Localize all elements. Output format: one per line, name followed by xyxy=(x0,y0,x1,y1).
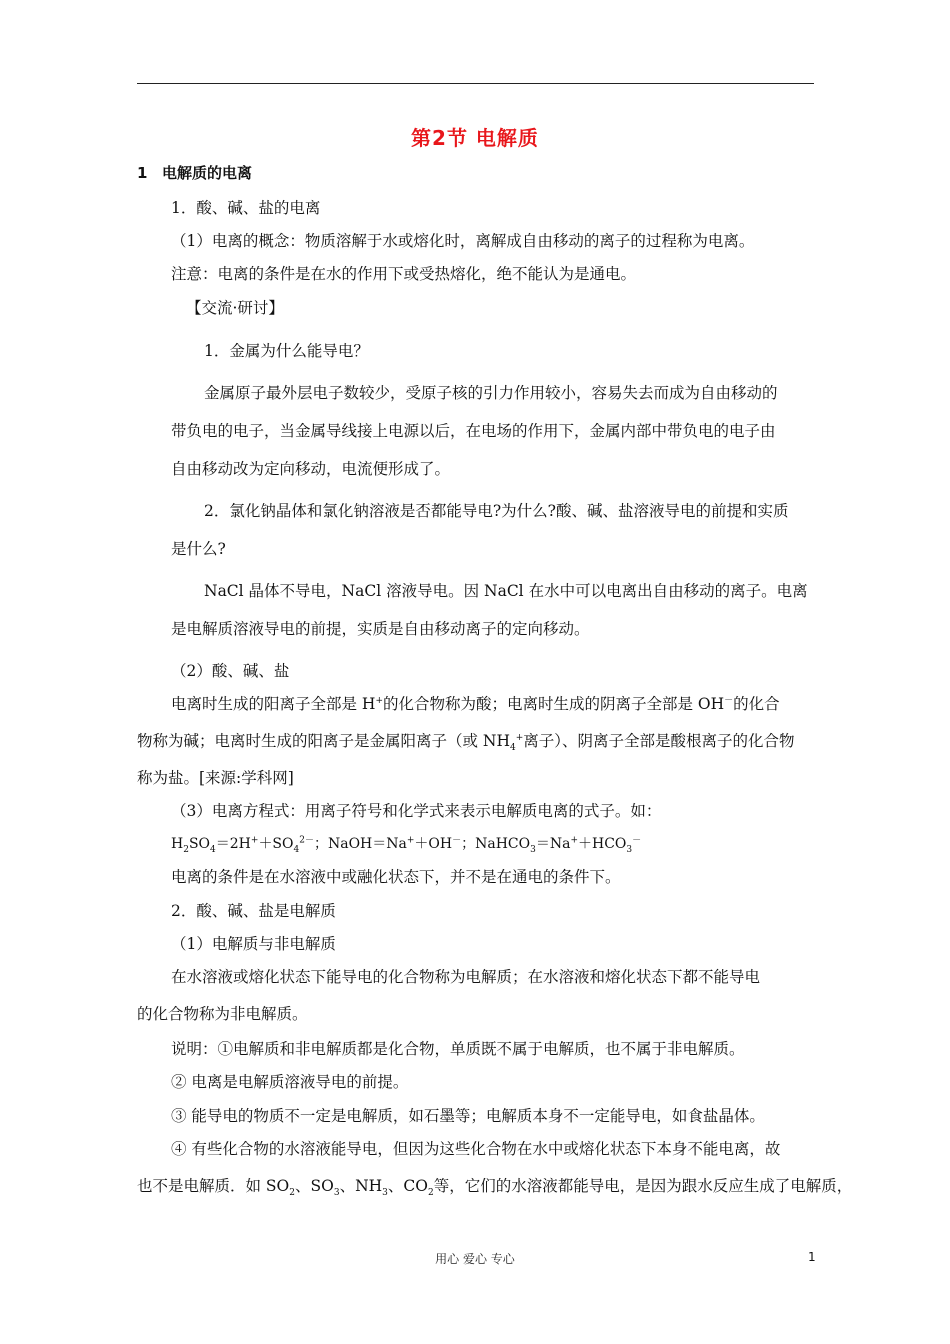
text-run: ＋HCO xyxy=(578,836,627,852)
paragraph-line xyxy=(171,694,780,714)
discussion-heading: 【交流·研讨】 xyxy=(186,299,284,317)
text-run: 离子）、阴离子全部是酸根离子的化合物 xyxy=(523,732,795,750)
paragraph-line: （3）电离方程式：用离子符号和化学式来表示电解质电离的式子。如： xyxy=(171,802,662,820)
subscript: 3 xyxy=(626,844,633,855)
note-4: ④ 有些化合物的水溶液能导电，但因为这些化合物在水中或熔化状态下本身不能电离，故 xyxy=(171,1140,781,1158)
note-3: ③ 能导电的物质不一定是电解质，如石墨等；电解质本身不一定能导电，如食盐晶体。 xyxy=(171,1107,765,1125)
paragraph-line: 是电解质溶液导电的前提，实质是自由移动离子的定向移动。 xyxy=(171,620,590,638)
subscript: 3 xyxy=(382,1188,388,1199)
subscript: 4 xyxy=(293,844,300,855)
subheading-electrolyte: （1）电解质与非电解质 xyxy=(171,935,336,953)
paragraph-line xyxy=(137,731,795,754)
page-title: 第2节 电解质 xyxy=(411,126,539,150)
text-run: SO xyxy=(188,836,211,852)
ionization-equations xyxy=(171,834,641,854)
superscript: － xyxy=(452,835,462,846)
text-run: 也不是电解质．如 SO xyxy=(137,1177,290,1195)
text-run: 等，它们的水溶液都能导电，是因为跟水反应生成了电解质， xyxy=(433,1177,853,1195)
paragraph-line: 的化合物称为非电解质。 xyxy=(137,1005,308,1023)
text-run: 电离时生成的阳离子全部是 H xyxy=(171,695,376,713)
text-run: 、NH xyxy=(339,1177,383,1195)
text-run: ＝Na xyxy=(535,836,571,852)
superscript: + xyxy=(515,732,524,743)
page-footer: 用心 爱心 专心 xyxy=(435,1252,515,1266)
paragraph-line: 带负电的电子，当金属导线接上电源以后，在电场的作用下，金属内部中带负电的电子由 xyxy=(171,422,776,440)
subscript: 3 xyxy=(530,844,536,855)
text-run: H xyxy=(171,836,184,852)
paragraph-line xyxy=(137,1176,853,1199)
text-run: ＋OH xyxy=(414,836,453,852)
section-heading-text: 电解质的电离 xyxy=(162,164,253,182)
section-heading xyxy=(137,163,252,183)
text-run: 、CO xyxy=(387,1177,428,1195)
superscript: － xyxy=(632,835,642,846)
page-number: 1 xyxy=(808,1250,816,1264)
subheading-1: 1．酸、碱、盐的电离 xyxy=(171,199,321,217)
subscript: 4 xyxy=(510,743,516,754)
paragraph-line: 自由移动改为定向移动，电流便形成了。 xyxy=(171,460,451,478)
subscript: 4 xyxy=(210,844,216,855)
question-2-cont: 是什么? xyxy=(171,540,226,558)
superscript: + xyxy=(406,835,415,846)
superscript: + xyxy=(570,835,579,846)
subheading-acid-base-salt: （2）酸、碱、盐 xyxy=(171,662,290,680)
question-2: 2．氯化钠晶体和氯化钠溶液是否都能导电?为什么?酸、碱、盐溶液导电的前提和实质 xyxy=(204,502,789,520)
text-run: ；NaHCO xyxy=(461,836,531,852)
superscript: + xyxy=(250,835,259,846)
paragraph-line: NaCl 晶体不导电，NaCl 溶液导电。因 NaCl 在水中可以电离出自由移动的离子。电离 xyxy=(204,582,808,600)
superscript: － xyxy=(724,695,734,706)
question-1: 1．金属为什么能导电？ xyxy=(204,342,369,360)
note-2: ② 电离是电解质溶液导电的前提。 xyxy=(171,1073,409,1091)
subheading-2: 2．酸、碱、盐是电解质 xyxy=(171,902,336,920)
paragraph-line: （1）电离的概念：物质溶解于水或熔化时，离解成自由移动的离子的过程称为电离。 xyxy=(171,232,755,250)
superscript: 2－ xyxy=(299,835,314,846)
paragraph-line: 在水溶液或熔化状态下能导电的化合物称为电解质；在水溶液和熔化状态下都不能导电 xyxy=(171,968,761,986)
subscript: 2 xyxy=(289,1188,295,1199)
paragraph-line: 称为盐。[来源:学科网] xyxy=(137,769,294,787)
note-1: 说明：①电解质和非电解质都是化合物，单质既不属于电解质，也不属于非电解质。 xyxy=(171,1040,745,1058)
section-number: 1 xyxy=(137,164,148,182)
text-run: ＋SO xyxy=(258,836,294,852)
text-run: 的化合 xyxy=(733,695,780,713)
text-run: 的化合物称为酸；电离时生成的阴离子全部是 OH xyxy=(383,695,725,713)
superscript: + xyxy=(375,695,383,706)
paragraph-line: 注意：电离的条件是在水的作用下或受热熔化，绝不能认为是通电。 xyxy=(171,265,637,283)
text-run: ＝2H xyxy=(215,836,251,852)
text-run: ；NaOH＝Na xyxy=(313,836,407,852)
text-run: 、SO xyxy=(295,1177,334,1195)
subscript: 3 xyxy=(333,1188,340,1199)
subscript: 2 xyxy=(183,844,189,855)
header-rule xyxy=(137,83,814,84)
paragraph-line: 金属原子最外层电子数较少，受原子核的引力作用较小，容易失去而成为自由移动的 xyxy=(204,384,778,402)
text-run: 物称为碱；电离时生成的阳离子是金属阳离子（或 NH xyxy=(137,732,511,750)
subscript: 2 xyxy=(427,1188,434,1199)
paragraph-line: 电离的条件是在水溶液中或融化状态下，并不是在通电的条件下。 xyxy=(171,868,621,886)
